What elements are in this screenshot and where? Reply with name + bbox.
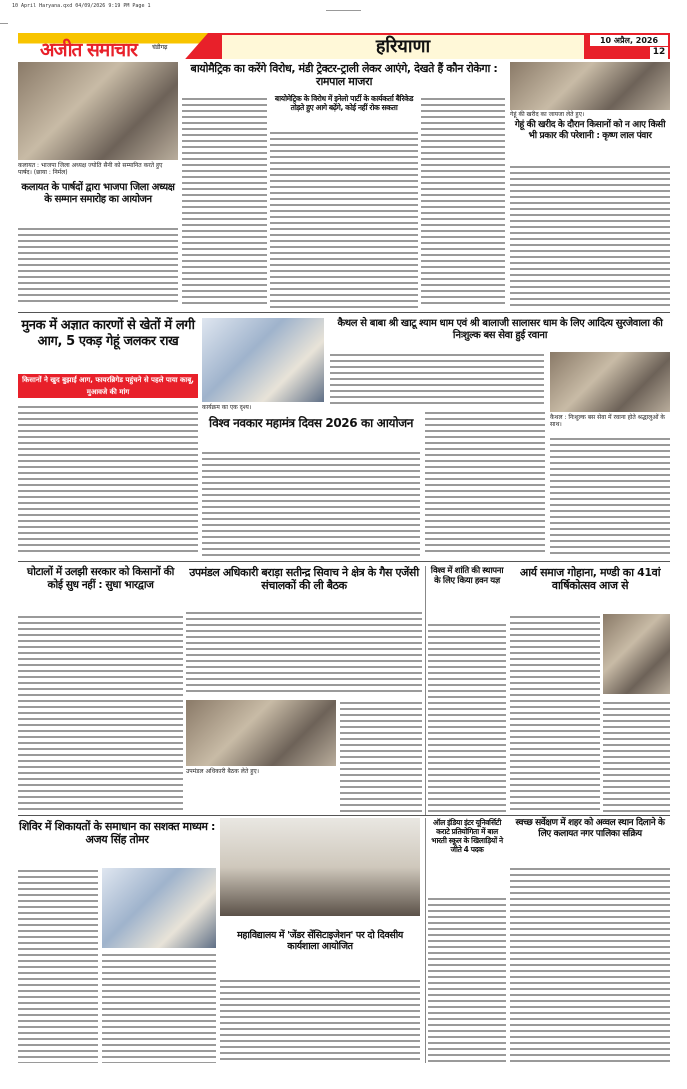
column-rule — [425, 818, 426, 1063]
headline: ऑल इंडिया इंटर यूनिवर्सिटी कराटे प्रतियोगिता में बाल भारती स्कूल के खिलाड़ियों ने जीते 4 पदक — [431, 818, 503, 854]
divider — [18, 561, 670, 562]
photo-bus-service — [550, 352, 670, 412]
register-mark — [326, 10, 361, 11]
headline: विश्व में शांति की स्थापना के लिए किया हवन यज्ञ — [430, 566, 504, 587]
article-text — [102, 952, 216, 1063]
headline: उपमंडल अधिकारी बराड़ा सतीन्द्र सिवाच ने क्षेत्र के गैस एजेंसी संचालकों की ली बैठक — [189, 566, 419, 593]
article-text — [510, 164, 670, 308]
photo-felicitation — [220, 818, 420, 916]
article-text — [428, 896, 506, 1063]
article-text — [18, 404, 198, 556]
headline: गेहूं की खरीद के दौरान किसानों को न आए किसी भी प्रकार की परेशानी : कृष्ण लाल पंवार — [514, 120, 666, 141]
print-slug: 10 April Haryana.qxd 04/09/2026 9:19 PM Page 1 — [12, 3, 151, 9]
caption: कैथल : निःशुल्क बस सेवा में रवाना होते श्रद्धालुओं के साथ। — [550, 414, 665, 429]
article-text — [186, 610, 422, 696]
headline: आर्य समाज गोहाना, मण्डी का 41वां वार्षिकोत्सव आज से — [519, 566, 661, 593]
headline: कलायत के पार्षदों द्वारा भाजपा जिला अध्यक्ष के सम्मान समारोह का आयोजन — [21, 182, 175, 205]
article-text — [330, 352, 544, 406]
headline: स्वच्छ सर्वेक्षण में शहर को अव्वल स्थान दिलाने के लिए कलायत नगर पालिका सक्रिय — [515, 818, 665, 839]
headline: कैथल से बाबा श्री खाटू श्याम धाम एवं श्री बालाजी सालासर धाम के लिए आदित्य सुरजेवाला की निःशुल्क बस सेवा हुई रवाना — [337, 318, 663, 341]
caption: उपमंडल अधिकारी बैठक लेते हुए। — [186, 768, 259, 775]
article-text — [510, 614, 600, 812]
sub-headline: बायोमेट्रिक के विरोध में इनेलो पार्टी के कार्यकर्ता बैरिकेड तोड़ते हुए आगे बढ़ेंगे, कोई नहीं रोक सकता — [274, 94, 414, 112]
section-title: हरियाणा — [222, 35, 584, 59]
lead-headline: बायोमैट्रिक का करेंगे विरोध, मंडी ट्रेक्टर-ट्राली लेकर आएंगे, देखते हैं कौन रोकेगा : रामपाल माजरा — [190, 62, 498, 89]
photo-portrait — [603, 614, 670, 694]
photo-wheat-procurement — [510, 62, 670, 110]
article-text — [220, 978, 420, 1063]
article-text — [182, 96, 267, 308]
article-text — [421, 96, 505, 308]
city-label: चंडीगढ़ — [152, 44, 168, 51]
headline: महाविद्यालय में 'जेंडर सेंसिटाइजेशन' पर दो दिवसीय कार्यशाला आयोजित — [237, 930, 403, 953]
logo: अजीत समाचार — [40, 39, 137, 61]
caption: कलायत : भाजपा जिला अध्यक्ष ज्योति सैनी को सम्मानित करते हुए पार्षद। (छाया : निर्मल) — [18, 162, 163, 177]
headline: मुनक में अज्ञात कारणों से खेतों में लगी आग, 5 एकड़ गेहूं जलकर राख — [21, 318, 195, 349]
caption: गेहूं की खरीद का जायजा लेते हुए। — [510, 111, 585, 118]
photo-councillors — [18, 62, 178, 160]
photo-camp — [102, 868, 216, 948]
article-text — [340, 700, 422, 812]
article-text — [270, 130, 418, 308]
article-text — [18, 868, 98, 1063]
headline: विश्व नवकार महामंत्र दिवस 2026 का आयोजन — [209, 416, 413, 430]
article-text — [603, 700, 670, 812]
article-text — [18, 614, 183, 812]
article-text — [510, 866, 670, 1063]
photo-meeting — [186, 700, 336, 766]
issue-date: 10 अप्रैल, 2026 — [590, 35, 668, 46]
article-text — [18, 226, 178, 306]
article-text — [425, 410, 545, 556]
divider — [18, 312, 670, 313]
article-text — [550, 436, 670, 556]
headline: शिविर में शिकायतों के समाधान का सशक्त माध्यम : अजय सिंह तोमर — [18, 820, 216, 847]
headline: घोटालों में उलझी सरकार को किसानों की कोई सुध नहीं : सुधा भारद्वाज — [27, 566, 174, 591]
crop-mark — [0, 23, 8, 24]
caption: कार्यक्रम का एक दृश्य। — [202, 404, 252, 411]
article-text — [428, 622, 506, 812]
sub-headline-bar: किसानों ने खुद बुझाई आग, फायरब्रिगेड पहुंचने से पहले पाया काबू, मुआवजे की मांग — [18, 374, 198, 398]
article-text — [202, 450, 420, 556]
photo-event — [202, 318, 324, 402]
column-rule — [425, 566, 426, 816]
divider — [18, 815, 670, 816]
page-number: 12 — [650, 47, 668, 59]
